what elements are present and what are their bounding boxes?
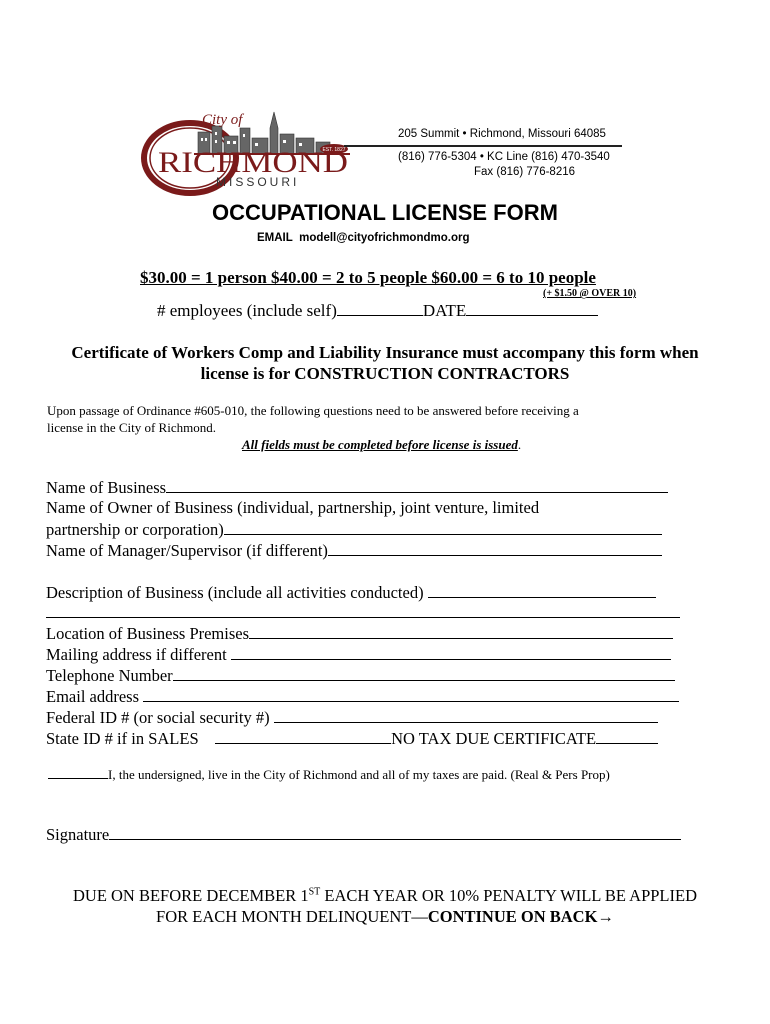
taxes-initial-input[interactable] xyxy=(48,766,108,779)
mailing-input[interactable] xyxy=(231,644,671,660)
fax-line: Fax (816) 776-8216 xyxy=(474,166,576,178)
owner-row-line1 xyxy=(46,498,539,518)
logo-city-of: City of xyxy=(202,112,243,128)
federal-id-row xyxy=(46,707,658,728)
description-input[interactable] xyxy=(428,582,656,598)
description-row xyxy=(46,582,656,603)
address-line: 205 Summit • Richmond, Missouri 64085 xyxy=(398,128,606,140)
manager-row xyxy=(46,540,662,561)
due-line1-sup: ST xyxy=(308,886,321,898)
logo-missouri: MISSOURI xyxy=(216,175,300,189)
ordinance-text-line1: Upon passage of Ordinance #605-010, the following questions need to be answered before receiving a xyxy=(47,403,579,418)
location-input[interactable] xyxy=(249,623,673,639)
federal-id-label: Federal ID # (or social security #) xyxy=(46,708,270,727)
telephone-label: Telephone Number xyxy=(46,666,173,685)
location-label: Location of Business Premises xyxy=(46,624,250,643)
no-tax-label: NO TAX DUE CERTIFICATE xyxy=(391,729,597,748)
state-id-label: State ID # if in SALES xyxy=(46,729,199,748)
telephone-input[interactable] xyxy=(173,665,675,681)
state-id-input[interactable] xyxy=(215,728,391,744)
due-line2-a: FOR EACH MONTH DELINQUENT— xyxy=(156,907,428,926)
description-input-line2[interactable] xyxy=(46,602,680,618)
employees-label: # employees (include self) xyxy=(157,301,337,320)
certificate-notice-line2: license is for CONSTRUCTION CONTRACTORS xyxy=(200,364,570,383)
ordinance-text-line2: license in the City of Richmond. xyxy=(47,420,216,435)
due-line1-b: EACH YEAR OR 10% PENALTY WILL BE APPLIED xyxy=(320,886,697,905)
email-field-label: Email address xyxy=(46,687,140,706)
due-notice-line2 xyxy=(0,907,770,927)
due-notice-line1 xyxy=(0,886,770,906)
business-name-input[interactable] xyxy=(166,477,668,493)
email-value: modell@cityofrichmondmo.org xyxy=(299,232,470,244)
signature-label: Signature xyxy=(46,825,110,844)
form-title: OCCUPATIONAL LICENSE FORM xyxy=(212,200,558,225)
date-input[interactable] xyxy=(466,300,598,316)
email-row xyxy=(46,686,679,707)
logo-richmond: RICHMOND xyxy=(158,146,348,179)
owner-label-line2: partnership or corporation) xyxy=(46,520,224,539)
description-label: Description of Business (include all activities conducted) xyxy=(46,583,424,602)
taxes-statement: I, the undersigned, live in the City of Richmond and all of my taxes are paid. (Real & Pers Prop) xyxy=(108,767,610,782)
state-id-row xyxy=(46,728,658,749)
business-name-row xyxy=(46,477,668,498)
telephone-row xyxy=(46,665,675,686)
employees-input[interactable] xyxy=(337,300,423,316)
fee-over-ten: (+ $1.50 @ OVER 10) xyxy=(543,288,637,299)
email-label: EMAIL xyxy=(257,232,293,244)
business-name-label: Name of Business xyxy=(46,478,167,497)
taxes-statement-row xyxy=(48,766,610,783)
manager-input[interactable] xyxy=(328,540,662,556)
manager-label: Name of Manager/Supervisor (if different) xyxy=(46,541,328,560)
owner-label-line1: Name of Owner of Business (individual, partnership, joint venture, limited xyxy=(46,498,540,517)
email-input[interactable] xyxy=(143,686,679,702)
mailing-row xyxy=(46,644,671,665)
mailing-label: Mailing address if different xyxy=(46,645,227,664)
phone-line: (816) 776-5304 • KC Line (816) 470-3540 xyxy=(398,151,610,163)
all-fields-text: All fields must be completed before license is issued xyxy=(242,437,518,452)
no-tax-input[interactable] xyxy=(596,728,658,744)
fee-schedule: $30.00 = 1 person $40.00 = 2 to 5 people $60.00 = 6 to 10 people xyxy=(140,268,596,287)
continue-on-back: CONTINUE ON BACK→ xyxy=(427,907,614,926)
address-divider xyxy=(344,145,622,147)
date-label: DATE xyxy=(422,301,467,320)
federal-id-input[interactable] xyxy=(274,707,658,723)
all-fields-period: . xyxy=(517,437,522,452)
signature-input[interactable] xyxy=(109,824,681,840)
location-row xyxy=(46,623,673,644)
owner-row-line2 xyxy=(46,519,662,540)
owner-input[interactable] xyxy=(224,519,662,535)
all-fields-notice xyxy=(242,437,521,453)
contact-email xyxy=(257,232,469,244)
logo-est: EST. 1827 xyxy=(322,147,346,153)
signature-row xyxy=(46,824,681,845)
city-logo xyxy=(138,98,358,198)
employees-date-line xyxy=(157,300,598,321)
due-line1-a: DUE ON BEFORE DECEMBER 1 xyxy=(72,886,309,905)
certificate-notice-line1: Certificate of Workers Comp and Liability Insurance must accompany this form when xyxy=(71,343,699,362)
description-row-2 xyxy=(46,602,680,623)
